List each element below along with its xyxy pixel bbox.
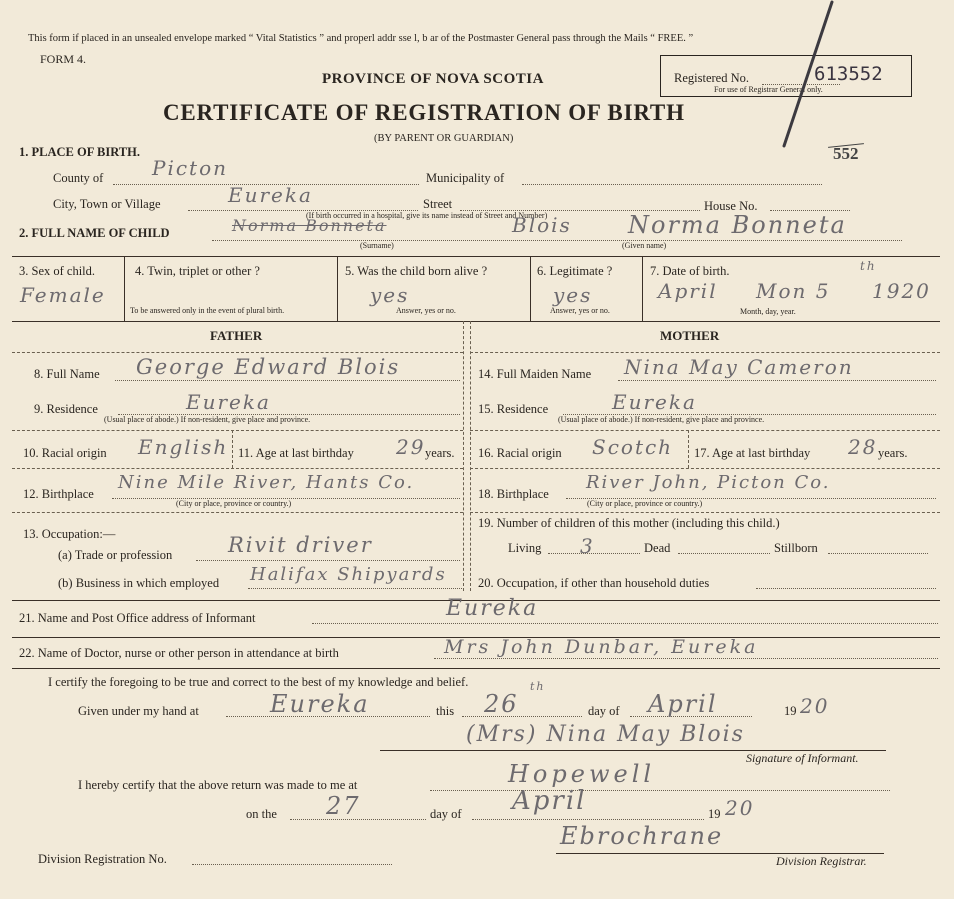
alive-value: yes — [370, 283, 410, 307]
place-section-label: 1. PLACE OF BIRTH. — [19, 145, 140, 159]
sex-label: 3. Sex of child. — [19, 264, 96, 278]
mother-birthplace: River John, Picton Co. — [586, 472, 831, 493]
father-name: George Edward Blois — [136, 355, 401, 379]
given-day-suffix: th — [530, 680, 546, 693]
certify-statement: I certify the foregoing to be true and correct to the best of my knowledge and belief. — [48, 675, 469, 689]
given-day-label: day of — [588, 704, 620, 718]
street-label: Street — [423, 197, 453, 211]
father-racial: English — [138, 435, 229, 459]
sex-value: Female — [20, 283, 106, 307]
father-residence-note: (Usual place of abode.) If non-resident, give place and province. — [104, 415, 311, 424]
registrar-statement: I hereby certify that the above return was made to me at — [78, 778, 358, 792]
mother-birthplace-note: (City or place, province or country.) — [587, 499, 703, 508]
mother-occupation-label: 20. Occupation, if other than household duties — [478, 576, 710, 590]
given-caption: (Given name) — [622, 241, 667, 250]
form-number: FORM 4. — [40, 52, 87, 66]
surname-caption: (Surname) — [360, 241, 394, 250]
certificate-subtitle: (BY PARENT OR GUARDIAN) — [374, 133, 514, 144]
father-trade: Rivit driver — [228, 533, 373, 557]
registrar-month: April — [512, 786, 587, 816]
registrar-day: 27 — [326, 792, 361, 820]
certificate-title: CERTIFICATE OF REGISTRATION OF BIRTH — [163, 100, 685, 125]
given-day: 26 — [484, 690, 519, 718]
registered-label: Registered No. — [674, 71, 749, 85]
registrar-day-label: day of — [430, 807, 462, 821]
dob-suffix: th — [860, 259, 877, 273]
given-month: April — [648, 690, 718, 718]
registrar-use-note: For use of Registrar General only. — [714, 85, 823, 94]
division-label: Division Registration No. — [38, 852, 167, 866]
mother-residence: Eureka — [612, 390, 697, 414]
city-label: City, Town or Village — [53, 197, 161, 211]
father-business: Halifax Shipyards — [250, 564, 447, 585]
father-racial-label: 10. Racial origin — [23, 446, 107, 460]
house-label: House No. — [704, 199, 758, 213]
father-residence-label: 9. Residence — [34, 402, 98, 416]
county-value: Picton — [152, 156, 229, 180]
child-given-name: Norma Bonneta — [628, 211, 847, 239]
struck-name: Norma Bonneta — [232, 216, 387, 235]
mother-age-unit: years. — [878, 446, 908, 460]
mother-residence-label: 15. Residence — [478, 402, 549, 416]
twin-note: To be answered only in the event of plural birth. — [130, 306, 285, 315]
registrar-signature: Ebrochrane — [560, 822, 724, 850]
informant-signature: (Mrs) Nina May Blois — [466, 722, 745, 747]
mother-name-label: 14. Full Maiden Name — [478, 367, 592, 381]
mother-residence-note: (Usual place of abode.) If non-resident, give place and province. — [558, 415, 765, 424]
father-age-label: 11. Age at last birthday — [238, 446, 354, 460]
legit-value: yes — [553, 283, 593, 307]
dob-year: 1920 — [872, 279, 931, 303]
mother-age: 28 — [848, 435, 878, 459]
registrar-year-suffix: 20 — [725, 796, 755, 820]
trade-label: (a) Trade or profession — [58, 548, 173, 562]
hospital-note: (If birth occurred in a hospital, give its name instead of Street and Number) — [306, 211, 548, 220]
dob-day: Mon 5 — [756, 279, 831, 303]
living-value: 3 — [580, 534, 595, 558]
given-year-prefix: 19 — [784, 704, 797, 718]
province-heading: PROVINCE OF NOVA SCOTIA — [322, 71, 544, 87]
doctor-label: 22. Name of Doctor, nurse or other person in attendance at birth — [19, 646, 339, 660]
dob-note: Month, day, year. — [740, 307, 796, 316]
father-name-label: 8. Full Name — [34, 367, 100, 381]
living-label: Living — [508, 541, 542, 555]
father-age: 29 — [396, 435, 426, 459]
registrar-place: Hopewell — [508, 760, 656, 788]
given-label: Given under my hand at — [78, 704, 199, 718]
child-name-label: 2. FULL NAME OF CHILD — [19, 226, 170, 240]
mother-age-label: 17. Age at last birthday — [694, 446, 811, 460]
father-age-unit: years. — [425, 446, 455, 460]
alive-note: Answer, yes or no. — [396, 306, 456, 315]
father-birthplace-note: (City or place, province or country.) — [176, 499, 292, 508]
city-value: Eureka — [228, 183, 313, 207]
father-residence: Eureka — [186, 390, 271, 414]
stillborn-label: Stillborn — [774, 541, 818, 555]
alive-label: 5. Was the child born alive ? — [345, 264, 488, 278]
this-label: this — [436, 704, 455, 718]
legit-label: 6. Legitimate ? — [537, 264, 613, 278]
municipality-label: Municipality of — [426, 171, 505, 185]
corner-number: 552 — [833, 144, 859, 163]
business-label: (b) Business in which employed — [58, 576, 220, 590]
informant-label: 21. Name and Post Office address of Informant — [19, 611, 256, 625]
mother-racial-label: 16. Racial origin — [478, 446, 562, 460]
twin-label: 4. Twin, triplet or other ? — [135, 264, 260, 278]
mother-heading: MOTHER — [660, 328, 720, 343]
dob-month: April — [658, 279, 718, 303]
legit-note: Answer, yes or no. — [550, 306, 610, 315]
postal-notice: This form if placed in an unsealed envelope marked “ Vital Statistics ” and properl addr sse l, b ar of the Postmaster General pass through the Mails “ FREE. ” — [28, 33, 694, 44]
on-label: on the — [246, 807, 277, 821]
dob-label: 7. Date of birth. — [650, 264, 730, 278]
father-birthplace-label: 12. Birthplace — [23, 487, 94, 501]
registrar-year-prefix: 19 — [708, 807, 721, 821]
father-heading: FATHER — [210, 328, 263, 343]
children-label: 19. Number of children of this mother (including this child.) — [478, 516, 780, 530]
mother-birthplace-label: 18. Birthplace — [478, 487, 549, 501]
occupation-label: 13. Occupation:— — [23, 527, 116, 541]
mother-racial: Scotch — [592, 435, 674, 459]
informant-address: Eureka — [446, 596, 539, 621]
given-year-suffix: 20 — [800, 694, 830, 718]
registered-number: 613552 — [814, 63, 883, 85]
given-place: Eureka — [270, 690, 370, 718]
mother-name: Nina May Cameron — [624, 355, 854, 379]
dead-label: Dead — [644, 541, 671, 555]
signature-caption: Signature of Informant. — [746, 751, 859, 765]
registrar-caption: Division Registrar. — [776, 854, 867, 868]
father-birthplace: Nine Mile River, Hants Co. — [118, 472, 415, 493]
county-label: County of — [53, 171, 104, 185]
pencil-stroke — [770, 0, 850, 150]
doctor-name: Mrs John Dunbar, Eureka — [444, 636, 759, 658]
child-surname: Blois — [512, 213, 572, 237]
